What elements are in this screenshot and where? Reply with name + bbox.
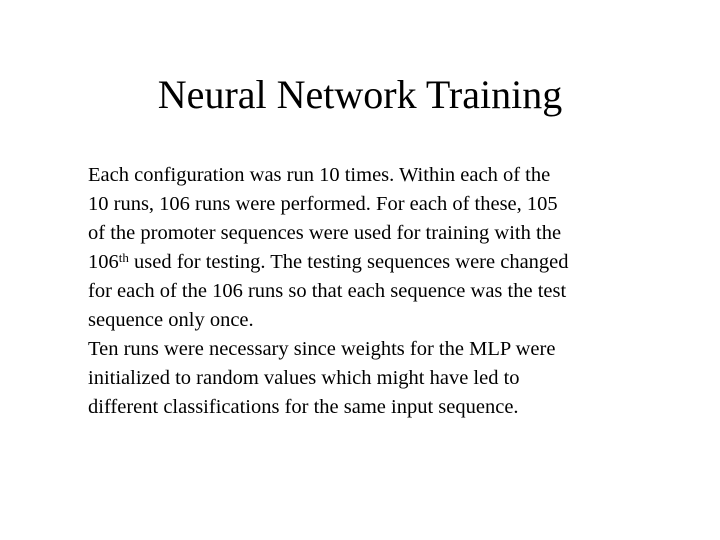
text-line-rest: used for testing. The testing sequences were changed xyxy=(128,251,569,273)
text-line: for each of the 106 runs so that each sequence was the test xyxy=(88,280,567,302)
text-line: initialized to random values which might have led to xyxy=(88,367,520,389)
text-line: sequence only once. xyxy=(88,309,254,331)
text-line: Each configuration was run 10 times. Within each of the xyxy=(88,164,551,186)
slide-title: Neural Network Training xyxy=(157,72,563,117)
text-line: 10 runs, 106 runs were performed. For each of these, 105 xyxy=(88,193,558,215)
text-line: different classifications for the same input sequence. xyxy=(88,396,519,418)
ordinal-number: 106 xyxy=(88,251,119,273)
text-line: Ten runs were necessary since weights for the MLP were xyxy=(88,338,556,360)
slide-body xyxy=(88,161,678,422)
paragraph-random-weights xyxy=(88,335,678,422)
paragraph-training-procedure xyxy=(88,161,678,335)
ordinal-suffix: th xyxy=(118,250,129,265)
text-line: of the promoter sequences were used for training with the xyxy=(88,222,562,244)
text-line xyxy=(88,248,678,277)
